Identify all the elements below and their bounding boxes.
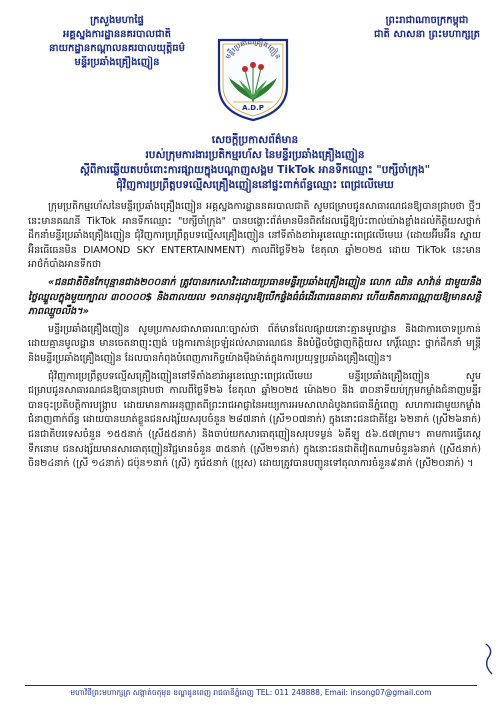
header-left-line-3: នាយកដ្ឋានកណ្តាលនគរបាលយុត្តិធម៌ xyxy=(49,43,185,54)
margin-initial-mark-icon xyxy=(482,640,496,680)
paragraph-1: ក្រុមប្រតិកម្មរហ័សនៃមន្ទីរប្រឆាំងគ្រឿងញៀន អគ្គស្នងការដ្ឋាននគរបាលជាតិ សូមជម្រាបជូនសាធារណជនឱ្យបានជ្រាបថា ថ្មីៗនេះមានគណនី TikTok អានទីកឈ្មោះ "បក្សីចាំក្រុង" បានបង្ហោះព័ត៌មានមិនពិតដែលធ្វើឱ្យប៉ះពាល់យ៉ាងខ្លាំងដល់កិត្តិយសថ្នាក់ដឹកនាំមន្ទីរប្រឆាំងគ្រឿងញៀន ជុំវិញការប្រព្រឹត្តបទល្មើសគ្រឿងញៀន នៅទីតាំងខារ៉ាអូខេឈ្មោះពេជ្រលើមេឃ (ដោយអ៊ីមអ៊ីន ស្នាយ អ៊ិនធើធេនមិន DIAMOND SKY ENTERTAINMENT) កាលពីថ្ងៃទី២៦ ខែតុលា ឆ្នាំ២០២៥ ដោយ TikTok នេះមានអាថ៌កំបាំងអានទីកថា xyxy=(28,201,481,271)
title-line-1: សេចក្តីប្រកាសព័ត៌មាន xyxy=(211,134,299,146)
paragraph-2: មន្ទីរប្រឆាំងគ្រឿងញៀន សូមប្រកាសជាសាធារណៈច្បាស់ថា ព័ត៌មានដែលផ្សាយនោះគ្មានមូលដ្ឋាន និងជាការចោទប្រកាន់ដោយគ្មានមូលដ្ឋាន មានចេតនាញុះញង់ បង្កការភាន់ច្រឡំដល់សាធារណជន និងបំផ្លិចបំផ្លាញកិត្តិយស កេរ្តិ៍ឈ្មោះ ថ្នាក់ដឹកនាំ មន្ត្រី និងមន្ទីរប្រឆាំងគ្រឿងញៀន ដែលបានកំពុងបំពេញភារកិច្ចយ៉ាងម៉ឺងម៉ាត់ក្នុងការប្រយុទ្ធប្រឆាំងគ្រឿងញៀន។ xyxy=(28,323,481,364)
header-left-line-4: មន្ទីរប្រឆាំងគ្រឿងញៀន xyxy=(74,57,160,68)
announcement-title xyxy=(30,133,480,193)
title-line-2: របស់ក្រុមការងារប្រតិកម្មរហ័ស នៃមន្ទីរប្រឆាំងគ្រឿងញៀន xyxy=(145,149,365,161)
footer-divider xyxy=(25,685,477,686)
title-line-3: ស្តីពីការឆ្លើយតបចំពោះការផ្សាយក្នុងបណ្តាញសង្គម TikTok អានទីកឈ្មោះ "បក្សីចាំក្រុង" xyxy=(79,164,431,176)
header-right-line-2: ជាតិ សាសនា ព្រះមហាក្សត្រ xyxy=(374,29,480,40)
ministry-header xyxy=(22,14,212,70)
logo-caption: A.D.P xyxy=(242,104,264,112)
paragraph-3: ជុំវិញការប្រព្រឹត្តបទល្មើសគ្រឿងញៀននៅទីតាំងខារ៉ាអូខេឈ្មោះពេជ្រលើមេឃ មន្ទីរប្រឆាំងគ្រឿងញៀន សូមជម្រាបជូនសាធារណជនឱ្យបានជ្រាបថា កាលពីថ្ងៃទី២៦ ខែតុលា ឆ្នាំ២០២៥ ម៉ោង២០ និង ៣០នាទីយប់ក្រុមកម្លាំងជំនាញមន្ទីរបានចុះប្រតិបត្តិការបង្ក្រាប ដោយមានការអនុញ្ញាតពីព្រះរាជអាជ្ញានៃអយ្យការអមសាលាដំបូងរាជធានីភ្នំពេញ សហការជាមួយកម្លាំងជំនាញពាក់ព័ន្ធ ដោយបានឃាត់ខ្លួនជនសង្ស័យសរុបចំនួន ២៨៧នាក់ (ស្រី១០៧នាក់) ក្នុងនោះជនជាតិខ្មែរ ៦២នាក់ (ស្រី២៦នាក់) ជនជាតិបរទេសចំនួន ១៥៥នាក់ (ស្រី៥៥នាក់) និងចាប់យកសារធាតុញៀនសរុបទម្ងន់ ៦គីឡូ ៥៦.៥៧ក្រាម។ តាមការធ្វើតេស្តទឹកនោម ជនសង្ស័យមានសារធាតុញៀនវិជ្ជមានចំនួន ៣៥នាក់ (ស្រី២១នាក់) ក្នុងនោះជនជាតិវៀតណាមចំនួន៦នាក់ (ស្រី៥នាក់) ចិន២៤នាក់ (ស្រី ១៤នាក់) ជប៉ុន១នាក់ (ស្រី) កូរ៉េ៥នាក់ (ប្រុស) ដោយត្រូវបានបញ្ជូនទៅតុលាការចំនួន៩នាក់ (ស្រី២០នាក់) ។ xyxy=(28,370,481,470)
title-line-4: ជុំវិញការប្រព្រឹត្តបទល្មើសគ្រឿងញៀននៅផ្ទះពាក់ព័ន្ធឈ្មោះ ពេជ្រលើមេឃ xyxy=(116,179,394,191)
header-left-line-1: ក្រសួងមហាផ្ទៃ xyxy=(90,15,144,26)
logo-arc-text: មន្ទីរប្រឆាំងគ្រឿងញៀន xyxy=(223,37,283,61)
adp-logo xyxy=(213,36,293,122)
footer-contact: មហាវិថីព្រះមហាក្សត្រ សង្កាត់ចតុមុខ ខណ្ឌដូនពេញ រាជធានីភ្នំពេញ TEL: 011 248888, Email: insong07@gmail.com xyxy=(70,688,432,697)
announcement-body xyxy=(28,200,481,475)
kingdom-header xyxy=(362,14,492,42)
header-left-line-2: អគ្គស្នងការដ្ឋាននគរបាលជាតិ xyxy=(63,29,171,40)
header-right-line-1: ព្រះរាជាណាចក្រកម្ពុជា xyxy=(385,15,469,26)
quoted-post-text: «ជនជាតិចិនកែបុន្មានជាង២០០នាក់ ត្រូវបានរកសោវិះដោយប្រធានមន្ទីរប្រឆាំងគ្រឿងញៀន លោក ឈិន សាវ៉ាន់ ជាមួយនឹងថ្លៃឈ្នួលក្នុងមួយក្បាល ៣០០០០$ និងពាលយល ១លានដុល្លារឱ្យបើកផ្ទំងធំធំដើរពារធនធាគារ ហើយគិតគារពណ្ណាយឱ្យមានសន្តិភាពឈ្មួចលឹង។» xyxy=(28,276,481,318)
